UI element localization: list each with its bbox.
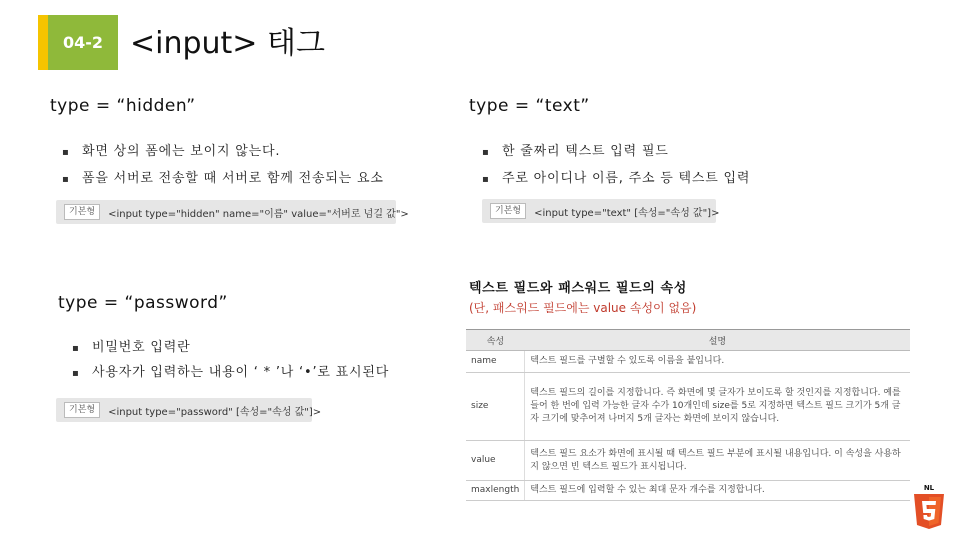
- code-tag: 기본형: [490, 203, 526, 219]
- list-item: ▪ 주로 아이디나 이름, 주소 등 텍스트 입력: [482, 171, 751, 186]
- text-code-box: [482, 199, 720, 223]
- code-text: <input type="text" [속성="속성 값"]>: [534, 207, 720, 219]
- attr-desc: 텍스트 필드를 구별할 수 있도록 이름을 붙입니다.: [525, 351, 910, 373]
- table-row: [466, 481, 910, 501]
- column-header: 설명: [525, 330, 910, 351]
- list-item: ▪ 비밀번호 입력란: [72, 340, 191, 355]
- section-badge: 04-2: [48, 15, 118, 70]
- page-title: <input> 태그: [130, 26, 325, 61]
- bullet-icon: ▪: [62, 147, 70, 158]
- attr-desc: 텍스트 필드의 길이를 지정합니다. 즉 화면에 몇 글자가 보이도록 할 것인지를 지정합니다. 예를 들어 한 번에 입력 가능한 글자 수가 10개인데 size를 5로 지정하면 텍스트 필드 크기가 5개 글자 크기에 맞추어져 나머지 5개 글자는 화면에 보이지 않습니다.: [525, 373, 910, 441]
- bullet-icon: ▪: [72, 368, 80, 379]
- attr-desc: 텍스트 필드에 입력할 수 있는 최대 문자 개수를 지정합니다.: [525, 481, 910, 501]
- password-heading: type = “password”: [58, 293, 228, 313]
- bullet-icon: ▪: [72, 343, 80, 354]
- list-item: ▪ 한 줄짜리 텍스트 입력 필드: [482, 144, 669, 159]
- attributes-title: 텍스트 필드와 패스워드 필드의 속성: [469, 281, 687, 296]
- html5-icon: [913, 484, 945, 530]
- text-heading: type = “text”: [469, 96, 590, 116]
- code-tag: 기본형: [64, 204, 100, 220]
- code-text: <input type="password" [속성="속성 값"]>: [108, 406, 322, 418]
- list-item: ▪ 화면 상의 폼에는 보이지 않는다.: [62, 144, 281, 159]
- bullet-icon: ▪: [62, 174, 70, 185]
- attr-name: value: [466, 441, 525, 481]
- bullet-icon: ▪: [482, 147, 490, 158]
- attr-name: size: [466, 373, 525, 441]
- table-row: [466, 351, 910, 373]
- hidden-code-box: [56, 200, 409, 224]
- hidden-heading: type = “hidden”: [50, 96, 196, 116]
- table-row: [466, 441, 910, 481]
- attributes-note: (단, 패스워드 필드에는 value 속성이 없음): [469, 301, 697, 315]
- code-text: <input type="hidden" name="이름" value="서버로 넘길 값">: [108, 208, 409, 220]
- bullet-icon: ▪: [482, 174, 490, 185]
- attr-name: maxlength: [466, 481, 525, 501]
- badge-accent-bar: [38, 15, 48, 70]
- attr-desc: 텍스트 필드 요소가 화면에 표시될 때 텍스트 필드 부분에 표시될 내용입니다. 이 속성을 사용하지 않으면 빈 텍스트 필드가 표시됩니다.: [525, 441, 910, 481]
- list-item: ▪ 폼을 서버로 전송할 때 서버로 함께 전송되는 요소: [62, 171, 384, 186]
- logo-label: NL: [923, 484, 935, 492]
- attr-name: name: [466, 351, 525, 373]
- list-item: ▪ 사용자가 입력하는 내용이 ‘ * ’나 ‘•’로 표시된다: [72, 365, 390, 380]
- table-header-row: [466, 330, 910, 351]
- table-row: [466, 373, 910, 441]
- column-header: 속성: [466, 330, 525, 351]
- html5-shield: [913, 492, 945, 530]
- attributes-table: [466, 329, 910, 501]
- password-code-box: [56, 398, 322, 422]
- code-tag: 기본형: [64, 402, 100, 418]
